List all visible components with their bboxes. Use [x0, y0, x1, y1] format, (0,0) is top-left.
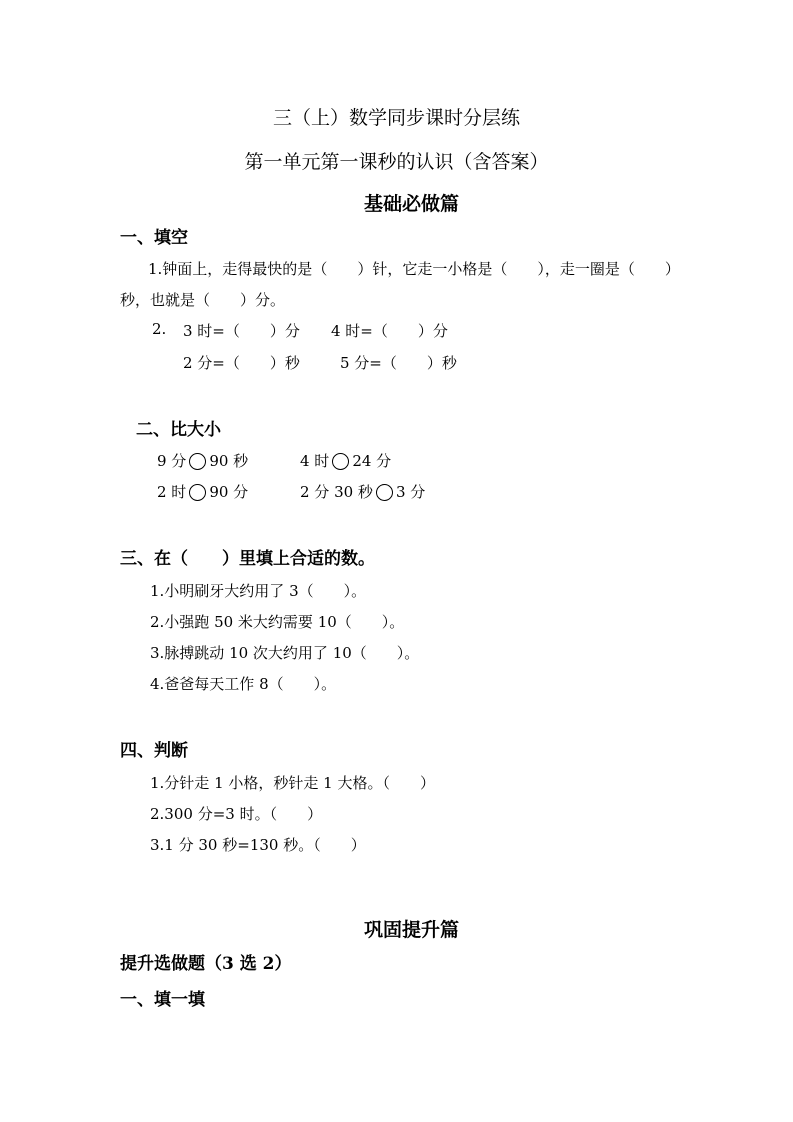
compare-right: 90 秒 [209, 452, 249, 470]
compare-circle-icon [189, 484, 206, 501]
compare-left: 2 分 30 秒 [300, 483, 373, 501]
compare-right: 90 分 [209, 483, 249, 501]
units-item-3: 3.脉搏跳动 10 次大约用了 10（ ）。 [150, 644, 420, 662]
question-2-minutes-5: 5 分=（ ）秒 [340, 354, 457, 372]
compare-circle-icon [189, 453, 206, 470]
compare-right: 3 分 [395, 483, 426, 501]
compare-circle-icon [376, 484, 393, 501]
compare-circle-icon [332, 453, 349, 470]
units-item-2: 2.小强跑 50 米大约需要 10（ ）。 [150, 613, 405, 631]
part-heading-basic: 基础必做篇 [363, 193, 459, 215]
section-heading-compare: 二、比大小 [136, 420, 221, 440]
units-item-1: 1.小明刷牙大约用了 3（ ）。 [150, 582, 367, 600]
question-2-hours-3: 3 时=（ ）分 [183, 322, 300, 340]
question-2-minutes-2: 2 分=（ ）秒 [183, 354, 300, 372]
question-1-line-1: 1.钟面上，走得最快的是（ ）针，它走一小格是（ ），走一圈是（ ） [148, 260, 680, 278]
part-heading-advanced: 巩固提升篇 [363, 919, 459, 941]
judge-item-2: 2.300 分=3 时。（ ） [150, 805, 323, 823]
compare-left: 4 时 [300, 452, 330, 470]
units-item-4: 4.爸爸每天工作 8（ ）。 [150, 675, 337, 693]
compare-row-1b [300, 450, 391, 471]
compare-row-1a [157, 450, 248, 471]
question-2-number: 2. [152, 320, 167, 338]
optional-exercises-heading: 提升选做题（3 选 2） [120, 954, 292, 974]
section-heading-judge: 四、判断 [120, 741, 188, 761]
page-title: 三（上）数学同步课时分层练 [272, 107, 520, 129]
section-heading-fill-in: 一、填一填 [120, 990, 205, 1010]
compare-left: 2 时 [157, 483, 187, 501]
compare-row-2a [157, 481, 248, 502]
compare-right: 24 分 [352, 452, 392, 470]
question-2-hours-4: 4 时=（ ）分 [331, 322, 448, 340]
question-1-line-2: 秒，也就是（ ）分。 [120, 291, 286, 309]
judge-item-3: 3.1 分 30 秒=130 秒。（ ） [150, 836, 366, 854]
compare-left: 9 分 [157, 452, 187, 470]
section-heading-units: 三、在（ ）里填上合适的数。 [120, 549, 375, 569]
section-heading-fill: 一、填空 [120, 228, 188, 248]
compare-row-2b [300, 481, 425, 502]
lesson-title: 第一单元第一课秒的认识（含答案） [244, 151, 549, 173]
judge-item-1: 1.分针走 1 小格，秒针走 1 大格。（ ） [150, 774, 435, 792]
